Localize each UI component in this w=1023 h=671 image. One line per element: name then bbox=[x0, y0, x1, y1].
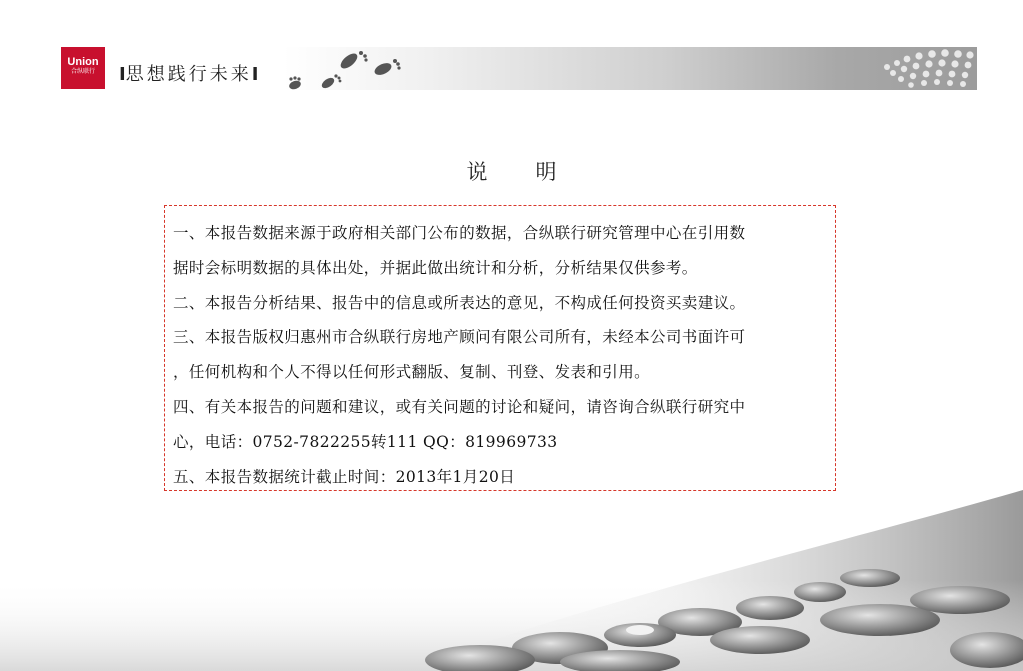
slogan-bar-left: I bbox=[119, 64, 126, 85]
notice-line: 三、本报告版权归惠州市合纵联行房地产顾问有限公司所有，未经本公司书面许可 bbox=[173, 328, 746, 347]
slogan bbox=[119, 63, 258, 87]
union-logo bbox=[61, 47, 105, 89]
notice-line: 一、本报告数据来源于政府相关部门公布的数据，合纵联行研究管理中心在引用数 bbox=[173, 224, 746, 242]
notice-line: 二、本报告分析结果、报告中的信息或所表达的意见，不构成任何投资买卖建议。 bbox=[173, 293, 746, 312]
logo-en-text: Union bbox=[67, 56, 99, 68]
header-banner bbox=[283, 47, 977, 90]
dot-pattern-icon bbox=[877, 47, 977, 90]
notice-box bbox=[164, 205, 836, 491]
notice-line: 四、有关本报告的问题和建议，或有关问题的讨论和疑问，请咨询合纵联行研究中 bbox=[173, 397, 746, 416]
notice-line: 据时会标明数据的具体出处，并据此做出统计和分析，分析结果仅供参考。 bbox=[173, 258, 698, 277]
notice-line: ，任何机构和个人不得以任何形式翻版、复制、刊登、发表和引用。 bbox=[173, 363, 651, 382]
notice-line: 五、本报告数据统计截止时间：2013年1月20日 bbox=[173, 467, 516, 486]
footprints-icon bbox=[283, 47, 413, 90]
page-title: 说明 bbox=[466, 160, 605, 184]
stones-landscape-image bbox=[0, 480, 1023, 671]
logo-cn-text: 合纵联行 bbox=[70, 69, 95, 75]
notice-line: 心，电话：0752-7822255转111 QQ：819969733 bbox=[173, 432, 558, 451]
slogan-text: 思想践行未来 bbox=[125, 64, 252, 85]
slogan-bar-right: I bbox=[251, 64, 259, 85]
